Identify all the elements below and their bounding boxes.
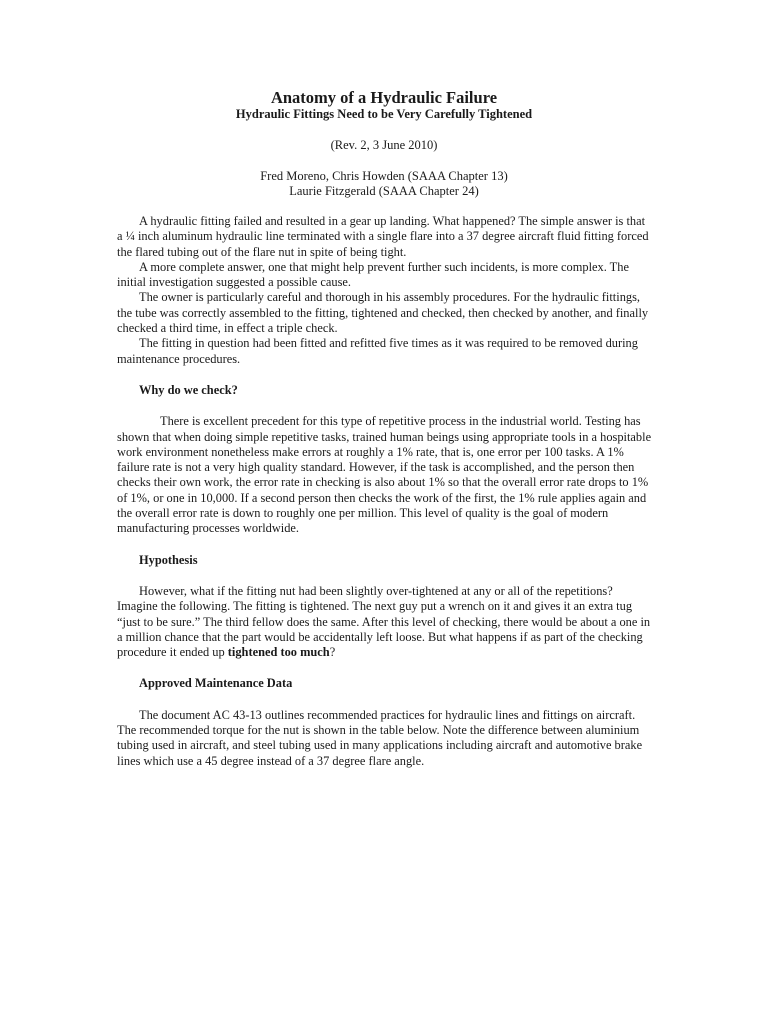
revision-note: (Rev. 2, 3 June 2010) <box>330 138 438 152</box>
section-heading-approved-data: Approved Maintenance Data <box>139 676 293 691</box>
approved-data-paragraph: The document AC 43-13 outlines recommended practices for hydraulic lines and fittings on aircraft. The recommended torque for the nut is shown in the table below. Note the difference between aluminium tubing used in aircraft, and steel tubing used in many applications including aircraft and automotive brake lines which use a 45 degree instead of a 37 degree flare angle. <box>117 707 643 768</box>
intro-paragraph: The owner is particularly careful and thorough in his assembly procedures. For the hydraulic fittings, the tube was correctly assembled to the fitting, tightened and checked, then checked by another, and finally checked a third time, in effect a triple check. <box>117 290 649 336</box>
intro-paragraph: A more complete answer, one that might help prevent further such incidents, is more complex. The initial investigation suggested a possible cause. <box>117 259 629 290</box>
hypothesis-text-end: ? <box>329 645 336 660</box>
author-line: Fred Moreno, Chris Howden (SAAA Chapter 13) <box>260 169 508 183</box>
authors-block <box>0 169 768 199</box>
section-heading-hypothesis: Hypothesis <box>139 552 198 567</box>
intro-paragraph: The fitting in question had been fitted and refitted five times as it was required to be removed during maintenance procedures. <box>117 336 638 366</box>
page-title: Anatomy of a Hydraulic Failure <box>270 88 498 107</box>
author-line: Laurie Fitzgerald (SAAA Chapter 24) <box>289 184 479 199</box>
why-check-paragraph: There is excellent precedent for this type of repetitive process in the industrial world. Testing has shown that when doing simple repetitive tasks, trained human beings using appropriate tools in a hospitable work environment nonetheless make errors at roughly a 1% rate, that is, one error per 100 tasks. A 1% failure rate is not a very high quality standard. However, if the task is accomplished, and the person then checks their own work, the error rate in checking is also about 1% so that the overall error rate drops to 1% of 1%, or one in 10,000. If a second person then checks the work of the first, the 1% rule applies again and the overall error rate is down to roughly one per million. This level of quality is the goal of modern manufacturing processes worldwide. <box>117 414 652 536</box>
emphasis-text: tightened too much <box>227 645 330 660</box>
intro-paragraph: A hydraulic fitting failed and resulted in a gear up landing. What happened? The simple answer is that a ¼ inch aluminum hydraulic line terminated with a single flare into a 37 degree aircraft fluid fitting forced the flared tubing out of the flare nut in spite of being tight. <box>117 214 649 259</box>
hypothesis-text: However, what if the fitting nut had been slightly over-tightened at any or all of the repetitions? Imagine the following. The fitting is tightened. The next guy put a wrench on it and gives it an extra tug “just to be sure.” The third fellow does the same. After this level of checking, there would be about a one in a million chance that the part would be accidentally left loose. But what happens if as part of the checking procedure it ended up <box>117 583 651 660</box>
section-heading-why-check: Why do we check? <box>139 382 238 397</box>
document-body <box>117 214 653 769</box>
page-subtitle: Hydraulic Fittings Need to be Very Carefully Tightened <box>235 107 533 121</box>
hypothesis-paragraph <box>117 584 653 660</box>
